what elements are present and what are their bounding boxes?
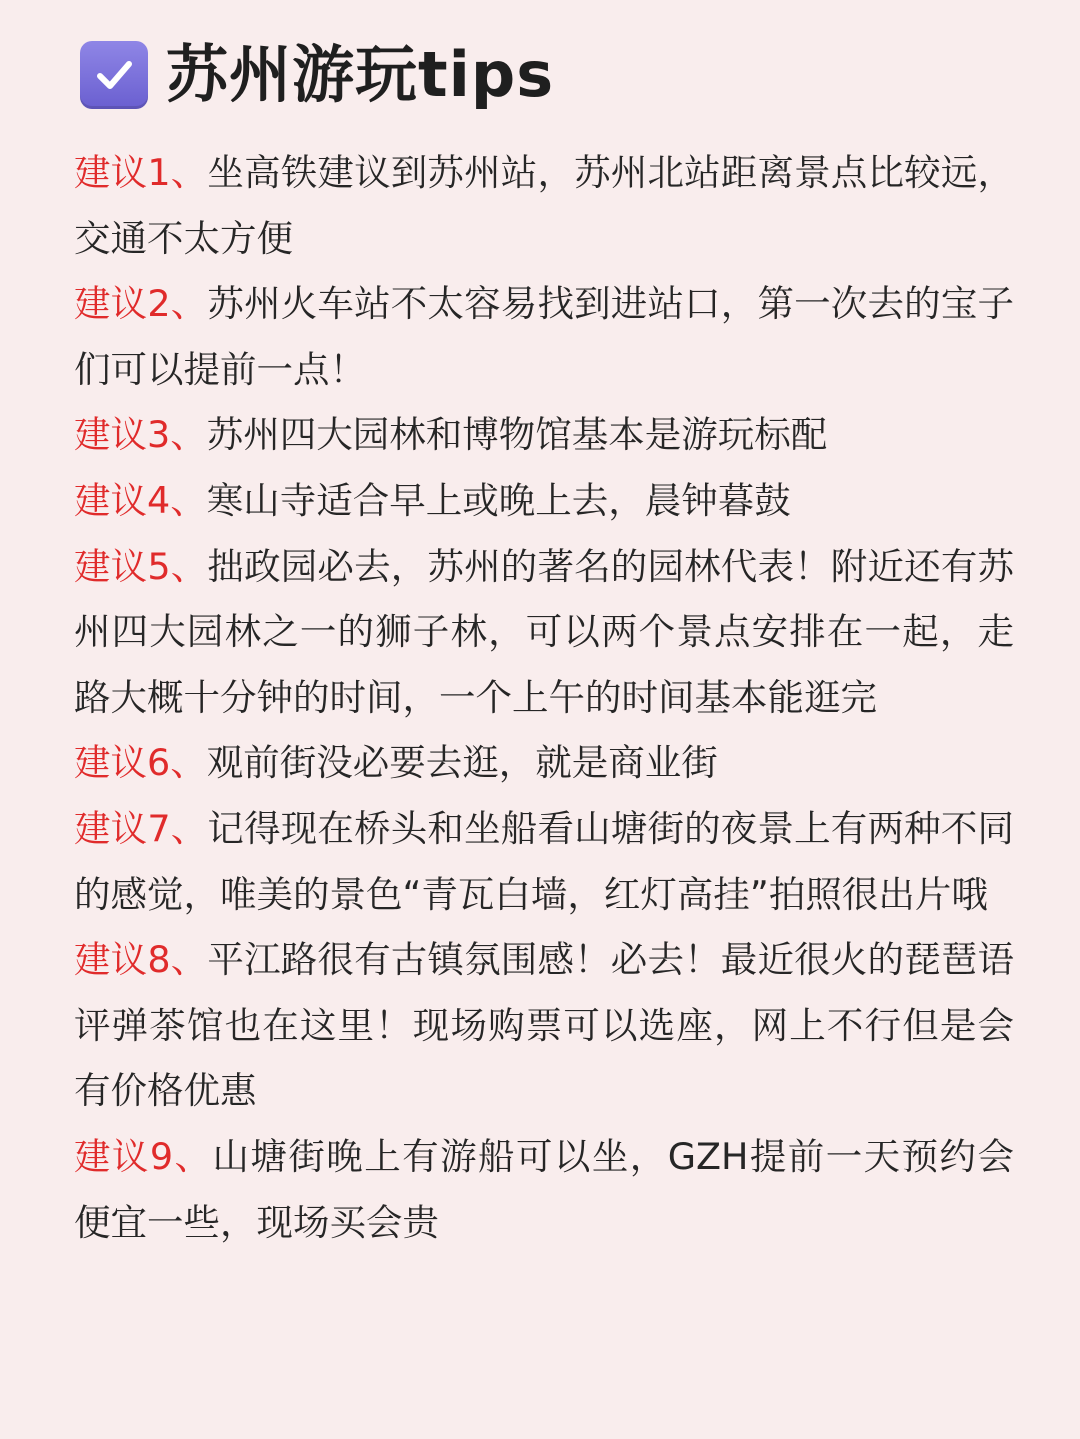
tip-label: 建议7、: [74, 806, 208, 850]
tips-list: [74, 140, 1014, 1255]
tip-item: [74, 271, 1014, 402]
check-box-icon: [80, 41, 148, 109]
tip-label: 建议5、: [74, 544, 208, 588]
tip-text: 山塘街晚上有游船可以坐，GZH提前一天预约会便宜一些，现场买会贵: [74, 1134, 1014, 1244]
tip-text: 苏州四大园林和博物馆基本是游玩标配: [206, 413, 828, 457]
tip-text: 观前街没必要去逛，就是商业街: [206, 741, 718, 785]
tip-item: [74, 927, 1014, 1124]
tip-label: 建议3、: [74, 413, 207, 457]
tip-item: [74, 730, 1014, 796]
tip-text: 寒山寺适合早上或晚上去，晨钟暮鼓: [206, 478, 791, 522]
tip-text: 坐高铁建议到苏州站，苏州北站距离景点比较远，交通不太方便: [74, 151, 1014, 260]
page-title: 苏州游玩tips: [166, 38, 555, 111]
tip-label: 建议2、: [74, 282, 208, 326]
tip-label: 建议4、: [74, 478, 207, 522]
tip-item: [74, 1124, 1014, 1255]
tip-label: 建议9、: [74, 1134, 213, 1178]
tip-text: 记得现在桥头和坐船看山塘街的夜景上有两种不同的感觉，唯美的景色“青瓦白墙，红灯高挂”拍照很出片哦: [74, 806, 1014, 916]
tip-label: 建议1、: [74, 151, 208, 194]
tip-text: 拙政园必去，苏州的著名的园林代表！附近还有苏州四大园林之一的狮子林，可以两个景点安排在一起，走路大概十分钟的时间，一个上午的时间基本能逛完: [74, 544, 1014, 719]
tip-item: [74, 402, 1014, 468]
tip-item: [74, 534, 1014, 731]
tip-label: 建议8、: [74, 938, 208, 982]
tip-text: 苏州火车站不太容易找到进站口，第一次去的宝子们可以提前一点！: [74, 282, 1014, 391]
tip-item: [74, 796, 1014, 927]
tip-item: [74, 468, 1014, 534]
tip-text: 平江路很有古镇氛围感！必去！最近很火的琵琶语评弹茶馆也在这里！现场购票可以选座，网上不行但是会有价格优惠: [74, 938, 1014, 1113]
tip-item: [74, 140, 1014, 271]
header: [80, 30, 554, 120]
tip-label: 建议6、: [74, 741, 207, 785]
